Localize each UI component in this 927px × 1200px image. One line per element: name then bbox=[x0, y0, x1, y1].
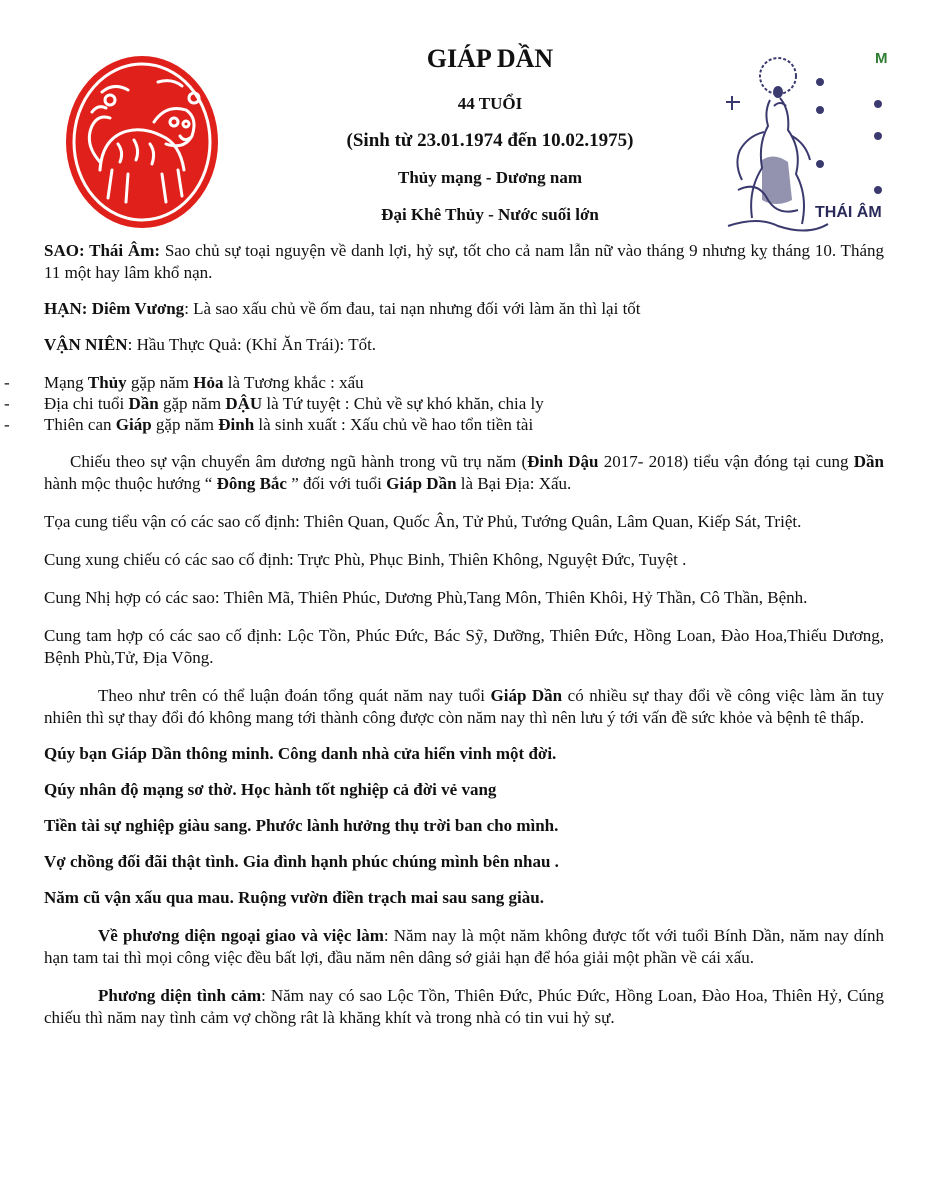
toa-cung-paragraph: Tọa cung tiểu vận có các sao cố định: Thiên Quan, Quốc Ân, Tử Phủ, Tướng Quân, Lâm Quan, Kiếp Sát, Triệt. bbox=[44, 512, 802, 531]
element-label: Thủy mạng - Dương nam bbox=[398, 168, 582, 187]
poem-line: Qúy nhân độ mạng sơ thờ. Học hành tốt nghiệp cả đời vẻ vang bbox=[44, 780, 497, 799]
list-item: - Địa chi tuổi Dần gặp năm DẬU là Tứ tuyệt : Chủ về sự khó khăn, chia ly bbox=[4, 394, 544, 413]
main-content bbox=[4, 240, 884, 1029]
luan-doan-paragraph: Theo như trên có thể luận đoán tổng quát năm nay tuổi Giáp Dần có nhiều sự thay đổi về công việc làm ăn tuy nhiên thì sự thay đổi đó không mang tới thành công được còn năm nay thì nên lưu ý tới vấn đề sức khỏe và bệnh tê thấp. bbox=[44, 686, 884, 727]
list-item: - Mạng Thủy gặp năm Hỏa là Tương khắc : xấu bbox=[4, 373, 364, 392]
ngoai-giao-text: : Năm nay là một năm không được tốt với tuổi Bính Dần, năm nay dính hạn tam tai thì mọi công việc đều bất lợi, đầu năm nên dâng sớ giải hạn để hóa giải một phần về cái xấu. bbox=[44, 926, 884, 967]
ngoai-giao-paragraph bbox=[44, 925, 884, 969]
fate-list bbox=[4, 372, 884, 435]
tinh-cam-text: : Năm nay có sao Lộc Tồn, Thiên Đức, Phúc Đức, Hồng Loan, Đào Hoa, Thiên Hỷ, Cúng chiếu thì năm nay tình cảm vợ chồng rât là khăng khít và trong nhà có tin vui hỷ sự. bbox=[44, 986, 884, 1027]
tam-hop-paragraph: Cung tam hợp có các sao cố định: Lộc Tồn, Phúc Đức, Bác Sỹ, Dưỡng, Thiên Đức, Hồng Loan, Đào Hoa,Thiếu Dương, Bệnh Phù,Tử, Địa Võng. bbox=[44, 626, 884, 667]
tiger-seal-emblem bbox=[62, 52, 222, 232]
van-nien-paragraph bbox=[44, 334, 884, 356]
han-paragraph bbox=[44, 298, 884, 320]
tinh-cam-paragraph bbox=[44, 985, 884, 1029]
sao-text: Sao chủ sự toại nguyện về danh lợi, hỷ sự, tốt cho cả nam lẫn nữ vào tháng 9 nhưng kỵ tháng 10. Tháng 11 một hay lâm khổ nạn. bbox=[44, 241, 884, 282]
list-item: - Thiên can Giáp gặp năm Đinh là sinh xuất : Xấu chủ về hao tổn tiền tài bbox=[4, 415, 534, 434]
illustration-tag: THÁI ÂM bbox=[815, 204, 882, 221]
sao-paragraph bbox=[44, 240, 884, 284]
chieu-paragraph: Chiếu theo sự vận chuyển âm dương ngũ hành trong vũ trụ năm (Đinh Dậu 2017- 2018) tiểu vận đóng tại cung Dần hành mộc thuộc hướng “ Đông Bắc ” đối với tuổi Giáp Dần là Bại Địa: Xấu. bbox=[44, 452, 884, 493]
poem-line: Qúy bạn Giáp Dần thông minh. Công danh nhà cửa hiển vinh một đời. bbox=[44, 744, 557, 763]
poem-line: Năm cũ vận xấu qua mau. Ruộng vườn điền trạch mai sau sang giàu. bbox=[44, 888, 544, 907]
birth-range: (Sinh từ 23.01.1974 đến 10.02.1975) bbox=[346, 130, 634, 151]
illustration-corner-letter: M bbox=[875, 50, 888, 67]
xung-chieu-paragraph: Cung xung chiếu có các sao cố định: Trực Phù, Phục Binh, Thiên Không, Nguyệt Đức, Tuyệt . bbox=[44, 550, 687, 569]
van-nien-text: : Hầu Thực Quả: (Khỉ Ăn Trái): Tốt. bbox=[127, 335, 377, 354]
nhi-hop-paragraph: Cung Nhị hợp có các sao: Thiên Mã, Thiên Phúc, Dương Phù,Tang Môn, Thiên Khôi, Hỷ Thần, Cô Thần, Bệnh. bbox=[44, 588, 808, 607]
sao-label: SAO: Thái Âm: bbox=[44, 241, 161, 260]
han-text: : Là sao xấu chủ về ốm đau, tai nạn nhưng đối với làm ăn thì lại tốt bbox=[184, 299, 641, 318]
tinh-cam-label: Phương diện tình cảm bbox=[98, 986, 262, 1005]
van-nien-label: VẬN NIÊN bbox=[44, 335, 128, 354]
han-label: HẠN: Diêm Vương bbox=[44, 299, 185, 318]
destiny-label: Đại Khê Thủy - Nước suối lớn bbox=[381, 205, 599, 224]
age-label: 44 TUỔI bbox=[457, 94, 523, 113]
header bbox=[300, 44, 680, 225]
ngoai-giao-label: Về phương diện ngoại giao và việc làm bbox=[98, 926, 384, 945]
poem-line: Tiền tài sự nghiệp giàu sang. Phước lành hưởng thụ trời ban cho mình. bbox=[44, 816, 559, 835]
poem-line: Vợ chồng đối đãi thật tình. Gia đình hạnh phúc chúng mình bên nhau . bbox=[44, 852, 559, 871]
thai-am-illustration bbox=[718, 40, 886, 232]
page-title: GIÁP DẦN bbox=[426, 44, 554, 73]
